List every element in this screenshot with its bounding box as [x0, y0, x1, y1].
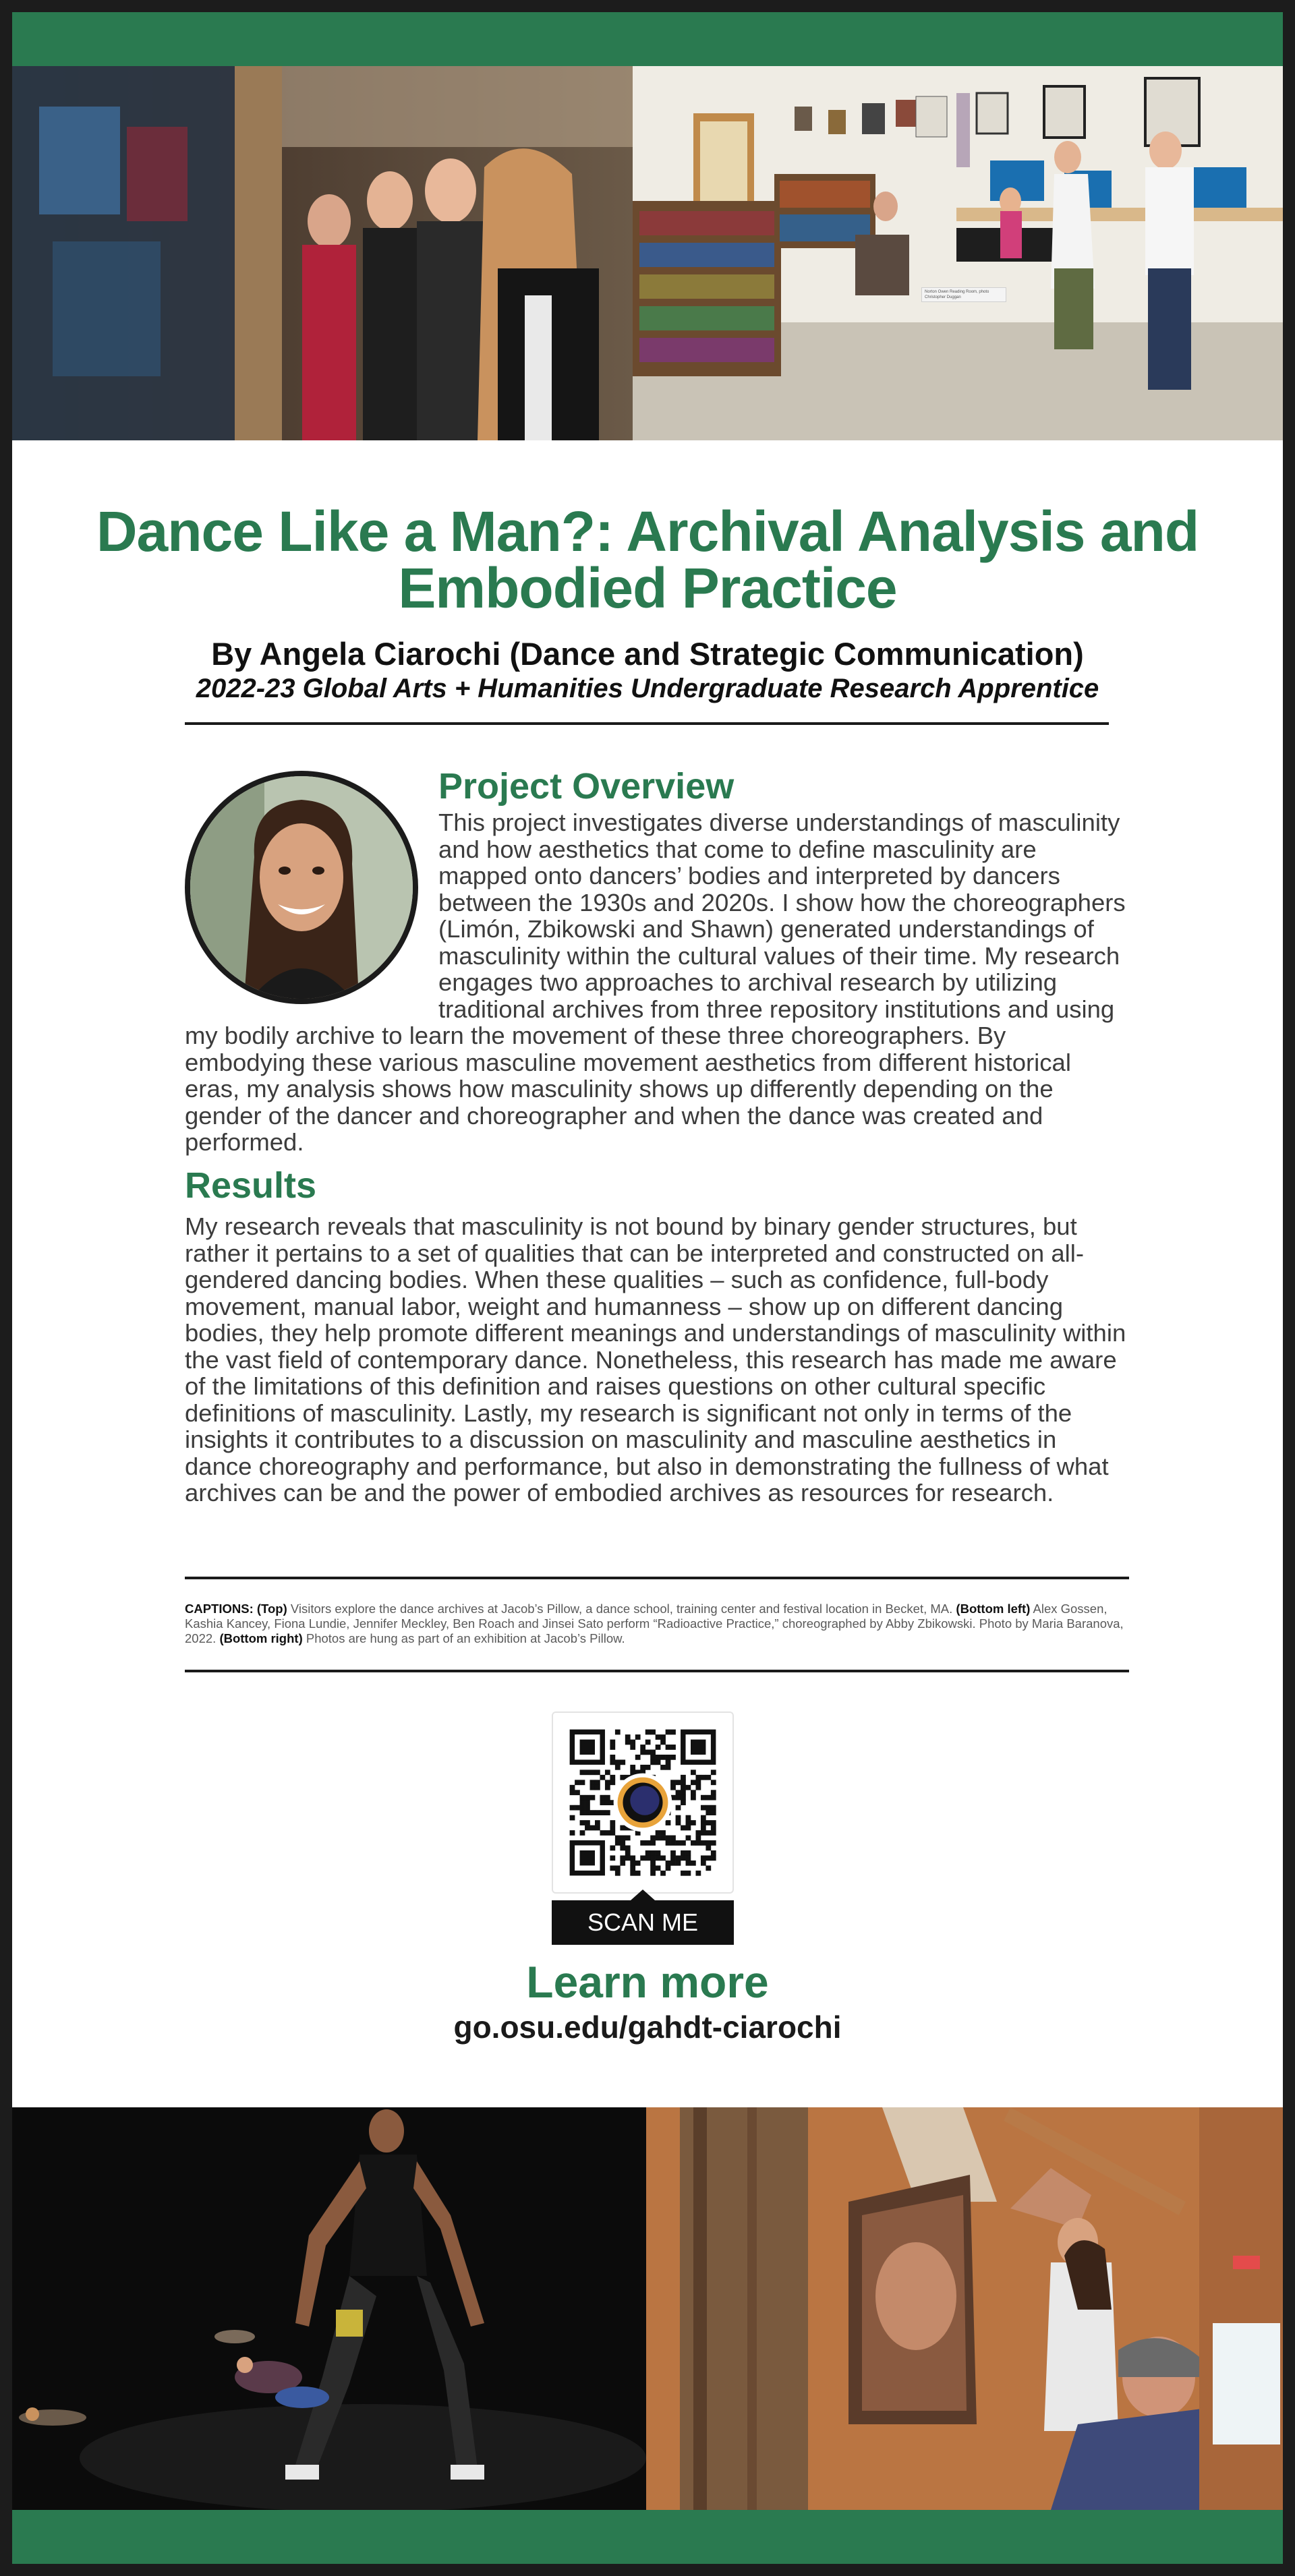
- qr-code[interactable]: [552, 1711, 734, 1894]
- overview-text: This project investigates diverse understandings of masculinity and how aesthetics that come to define masculinity are mapped onto dancers’ bodies and interpreted by dancers between the 1930s and 2020s. I show how the choreographers (Limón, Zbikowski and Shawn) generated understandings of masculinity within the cultural values of their time. My research engages two approaches to archival research by utilizing traditional archives from three repository institutions and using my bodily archive to learn the movement of these three choreographers. By embodying these various masculine movement aesthetics from different historical eras, my analysis shows how masculinity shows up differently depending on the gender of the dancer and choreographer and when the dance was created and performed.: [185, 809, 1126, 1156]
- overview-body: [185, 809, 1129, 1156]
- bottom-green-band: [12, 2510, 1283, 2564]
- photo-reading-room: [633, 66, 1283, 440]
- headshot-wrap-space: [185, 809, 438, 1022]
- learn-more-heading: Learn more: [526, 1957, 769, 2007]
- photo-caption-tag: Norton Owen Reading Room, photo Christopher Duggan: [921, 287, 1006, 302]
- photo-captions: [185, 1602, 1129, 1646]
- caption-top-text: Visitors explore the dance archives at Jacob’s Pillow, a dance school, training center and festival location in Becket, MA.: [290, 1602, 953, 1616]
- divider: [185, 1670, 1129, 1672]
- page-title: Dance Like a Man?: Archival Analysis and Embodied Practice: [96, 500, 1199, 620]
- project-url-link[interactable]: go.osu.edu/gahdt-ciarochi: [453, 2010, 842, 2045]
- poster: [12, 12, 1283, 2564]
- photo-exhibition-hanging: [646, 2107, 1283, 2510]
- captions-label: CAPTIONS:: [185, 1602, 254, 1616]
- caption-bottom-right-label: (Bottom right): [219, 1631, 303, 1645]
- results-body: My research reveals that masculinity is not bound by binary gender structures, but rather it pertains to a set of qualities that can be interpreted and constructed on all-gendered dancing bodies. When these qualities – such as confidence, full-body movement, manual labor, weight and humanness – show up on different dancing bodies, they help promote different meanings and understandings of masculinity within the vast field of contemporary dance. Nonetheless, this research has made me aware of the limitations of this definition and raises questions on other cultural specific definitions of masculinity. Lastly, my research is significant not only in terms of the insights it contributes to a discussion on masculinity and masculine aesthetics in dance choreography and performance, but also in demonstrating the fullness of what archives can be and the power of embodied archives as resources for research.: [185, 1212, 1126, 1506]
- divider: [185, 1577, 1129, 1579]
- divider: [185, 722, 1109, 725]
- photo-visitors-viewing-archives: [12, 66, 633, 440]
- top-green-band: [12, 12, 1283, 66]
- scan-me-notch: [631, 1890, 655, 1900]
- results-heading: Results: [185, 1165, 317, 1206]
- author-byline: By Angela Ciarochi (Dance and Strategic Communication): [211, 636, 1084, 672]
- program-subline: 2022-23 Global Arts + Humanities Undergraduate Research Apprentice: [196, 674, 1099, 703]
- caption-top-label: (Top): [256, 1602, 287, 1616]
- caption-bottom-right-text: Photos are hung as part of an exhibition at Jacob’s Pillow.: [306, 1631, 625, 1645]
- photo-dancers-performing: [12, 2107, 646, 2510]
- caption-bottom-left-label: (Bottom left): [956, 1602, 1031, 1616]
- scan-me-label: SCAN ME: [552, 1900, 734, 1945]
- caption-bottom-left-text: Alex Gossen, Kashia Kancey, Fiona Lundie, Jennifer Meckley, Ben Roach and Jinsei Sato perform “Radioactive Practice,” choreographed by Abby Zbikowski. Photo by Maria Baranova, 2022.: [185, 1602, 1124, 1645]
- overview-heading: Project Overview: [438, 766, 735, 807]
